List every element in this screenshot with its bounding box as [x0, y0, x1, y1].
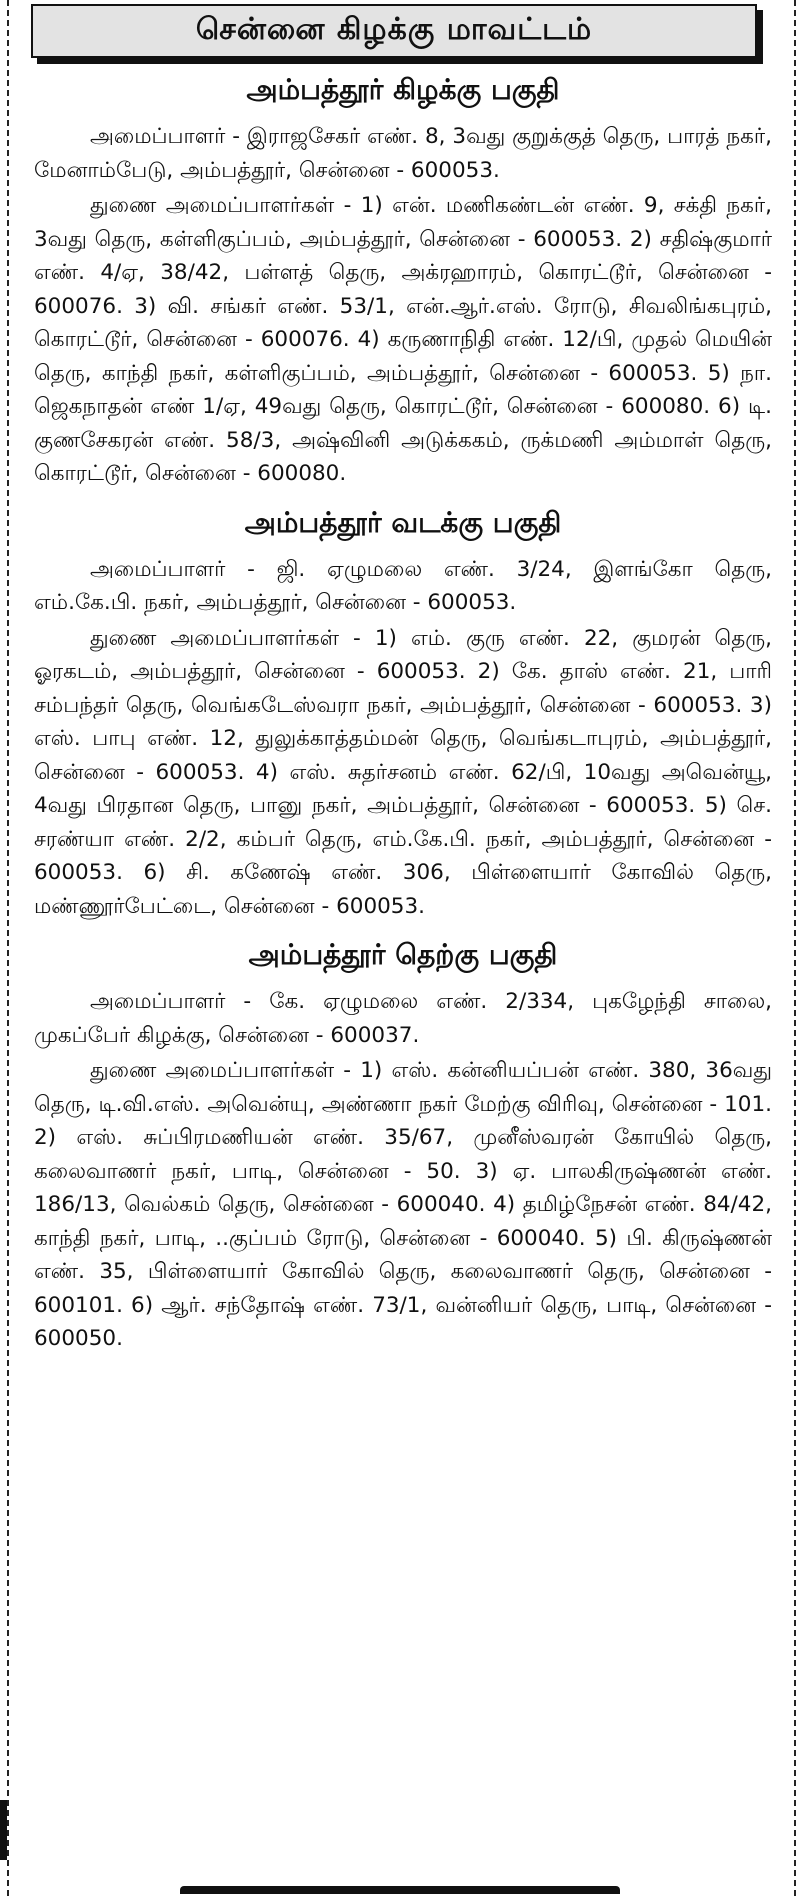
section-ambattur-east	[34, 72, 772, 491]
section-title: அம்பத்தூர் தெற்கு பகுதி	[248, 938, 558, 971]
deputies-paragraph: துணை அமைப்பாளர்கள் - 1) எஸ். கன்னியப்பன் எண். 380, 36வது தெரு, டி.வி.எஸ். அவென்யு, அண்ணா நகர் மேற்கு விரிவு, சென்னை - 101. 2) எஸ். சுப்பிரமணியன் எண். 35/67, முனீஸ்வரன் கோயில் தெரு, கலைவாணர் நகர், பாடி, சென்னை - 50. 3) ஏ. பாலகிருஷ்ணன் எண். 186/13, வெல்கம் தெரு, சென்னை - 600040. 4) தமிழ்நேசன் எண். 84/42, காந்தி நகர், பாடி, ..குப்பம் ரோடு, சென்னை - 600040. 5) பி. கிருஷ்ணன் எண். 35, பிள்ளையார் கோவில் தெரு, கலைவாணர் தெரு, சென்னை - 600101. 6) ஆர். சந்தோஷ் எண். 73/1, வன்னியர் தெரு, பாடி, சென்னை - 600050.	[34, 1058, 772, 1351]
section-ambattur-south	[34, 937, 772, 1356]
secretary-paragraph: அமைப்பாளர் - இராஜசேகர் எண். 8, 3வது குறுக்குத் தெரு, பாரத் நகர், மேனாம்பேடு, அம்பத்தூர், சென்னை - 600053.	[34, 124, 772, 183]
right-dashed-border	[794, 0, 796, 1896]
district-title: சென்னை கிழக்கு மாவட்டம்	[195, 11, 593, 47]
section-title: அம்பத்தூர் கிழக்கு பகுதி	[246, 73, 560, 106]
deputies-paragraph: துணை அமைப்பாளர்கள் - 1) எம். குரு எண். 22, குமரன் தெரு, ஓரகடம், அம்பத்தூர், சென்னை - 600053. 2) கே. தாஸ் எண். 21, பாரி சம்பந்தர் தெரு, வெங்கடேஸ்வரா நகர், அம்பத்தூர், சென்னை - 600053. 3) எஸ். பாபு எண். 12, துலுக்காத்தம்மன் தெரு, வெங்கடாபுரம், அம்பத்தூர், சென்னை - 600053. 4) எஸ். சுதர்சனம் எண். 62/பி, 10வது அவென்யூ, 4வது பிரதான தெரு, பானு நகர், அம்பத்தூர், சென்னை - 600053. 5) செ. சரண்யா எண். 2/2, கம்பர் தெரு, எம்.கே.பி. நகர், அம்பத்தூர், சென்னை - 600053. 6) சி. கணேஷ் எண். 306, பிள்ளையார் கோவில் தெரு, மண்ணூர்பேட்டை, சென்னை - 600053.	[34, 625, 772, 919]
left-dashed-border	[7, 0, 9, 1896]
next-heading-cutoff	[180, 1872, 620, 1896]
secretary-paragraph: அமைப்பாளர் - ஜி. ஏழுமலை எண். 3/24, இளங்கோ தெரு, எம்.கே.பி. நகர், அம்பத்தூர், சென்னை - 600053.	[34, 556, 772, 615]
secretary-paragraph: அமைப்பாளர் - கே. ஏழுமலை எண். 2/334, புகழேந்தி சாலை, முகப்பேர் கிழக்கு, சென்னை - 600037.	[34, 989, 772, 1048]
district-banner	[31, 4, 757, 58]
section-ambattur-north	[34, 505, 772, 924]
section-title: அம்பத்தூர் வடக்கு பகுதி	[244, 505, 562, 539]
deputies-paragraph: துணை அமைப்பாளர்கள் - 1) என். மணிகண்டன் எண். 9, சக்தி நகர், 3வது தெரு, கள்ளிகுப்பம், அம்பத்தூர், சென்னை - 600053. 2) சதிஷ்குமார் எண். 4/ஏ, 38/42, பள்ளத் தெரு, அக்ரஹாரம், கொரட்டூர், சென்னை - 600076. 3) வி. சங்கர் எண். 53/1, என்.ஆர்.எஸ். ரோடு, சிவலிங்கபுரம், கொரட்டூர், சென்னை - 600076. 4) கருணாநிதி எண். 12/பி, முதல் மெயின் தெரு, காந்தி நகர், கள்ளிகுப்பம், அம்பத்தூர், சென்னை - 600053. 5) நா. ஜெகநாதன் எண் 1/ஏ, 49வது தெரு, கொரட்டூர், சென்னை - 600080. 6) டி. குணசேகரன் எண். 58/3, அஷ்வினி அடுக்ககம், ருக்மணி அம்மாள் தெரு, கொரட்டூர், சென்னை - 600080.	[34, 193, 772, 486]
article-body	[34, 72, 772, 1370]
margin-mark	[0, 1800, 7, 1860]
